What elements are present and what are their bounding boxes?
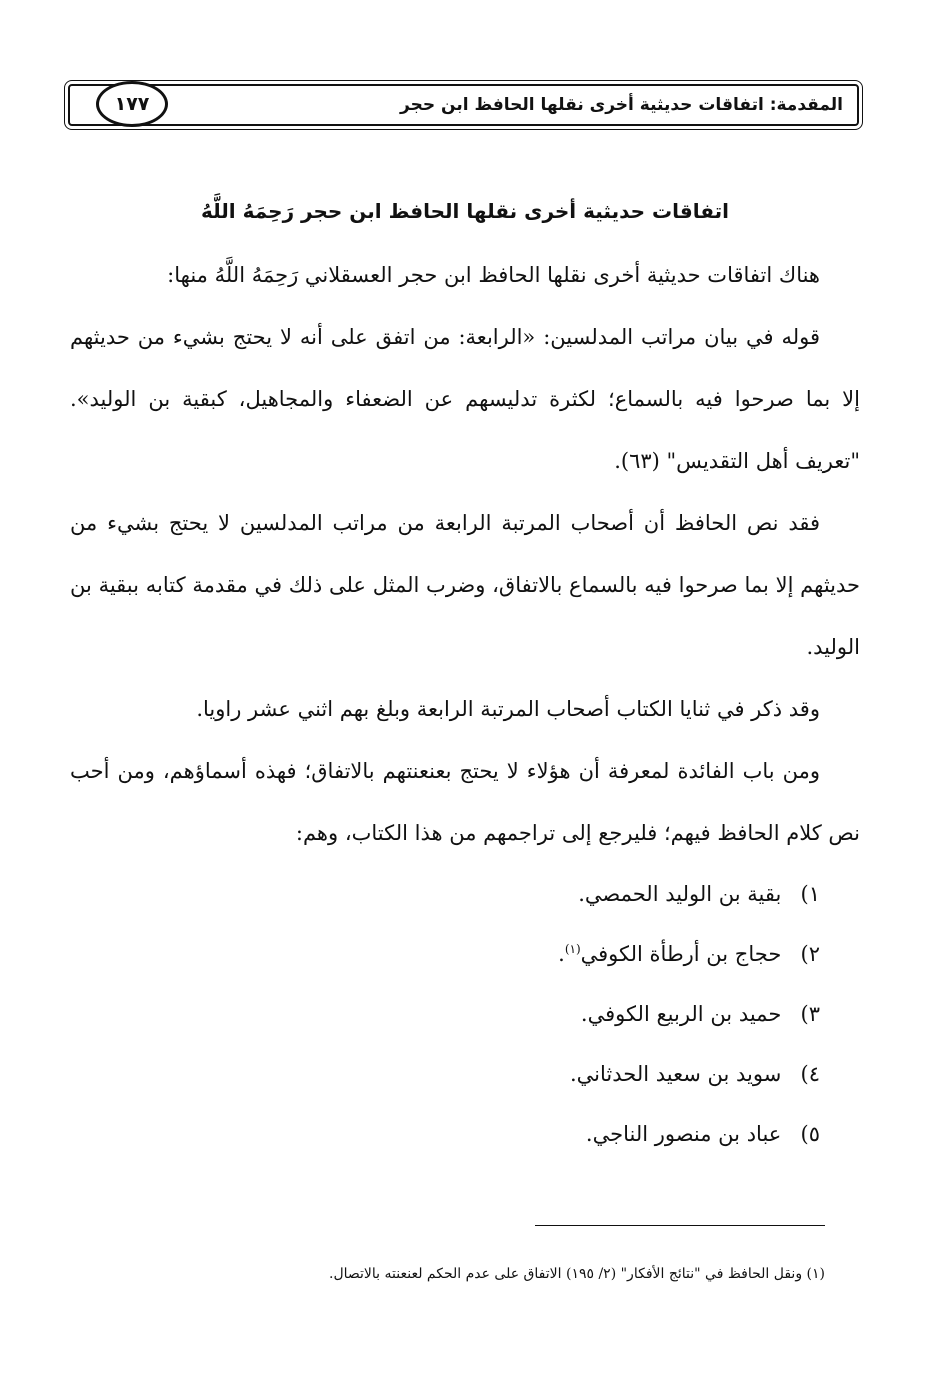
running-header (68, 84, 859, 126)
list-item-suffix: . (558, 942, 565, 966)
list-item-name: سويد بن سعيد الحدثاني. (569, 1062, 782, 1086)
footnote-reference[interactable]: (١) (564, 942, 581, 956)
footnote: (١) ونقل الحافظ في "نتائج الأفكار" (٢/ ١٩٥) الاتفاق على عدم الحكم لعنعنته بالاتصال. (329, 1266, 825, 1282)
paragraph-explanation: فقد نص الحافظ أن أصحاب المرتبة الرابعة من مراتب المدلسين لا يحتج بشيء من حديثهم إلا بما صرحوا فيه بالسماع بالاتفاق، وضرب المثل على ذلك في مقدمة كتابه ببقية بن الوليد. (70, 511, 860, 659)
page-body (70, 178, 860, 1164)
list-item (70, 924, 860, 984)
page-number-badge: ١٧٧ (96, 81, 168, 127)
list-item-name: بقية بن الوليد الحمصي. (578, 882, 782, 906)
list-item (70, 1104, 860, 1164)
list-item-number: ٤) (800, 1062, 820, 1086)
list-item-number: ١) (800, 882, 820, 906)
list-item-name: حجاج بن أرطأة الكوفي (580, 942, 782, 966)
list-item (70, 984, 860, 1044)
narrator-list (70, 864, 860, 1164)
section-title: اتفاقات حديثية أخرى نقلها الحافظ ابن حجر رَحِمَهُ اللَّهُ (201, 199, 729, 223)
footnote-divider (535, 1225, 825, 1226)
list-item-name: عباد بن منصور الناجي. (585, 1122, 782, 1146)
list-item-number: ٣) (800, 1002, 820, 1026)
list-item (70, 864, 860, 924)
paragraph-quote: قوله في بيان مراتب المدلسين: «الرابعة: من اتفق على أنه لا يحتج بشيء من حديثهم إلا بما صرحوا فيه بالسماع؛ لكثرة تدليسهم عن الضعفاء والمجاهيل، كبقية بن الوليد». "تعريف أهل التقديس" (٦٣). (70, 325, 860, 473)
list-item-name: حميد بن الربيع الكوفي. (580, 1002, 782, 1026)
paragraph-list-intro: ومن باب الفائدة لمعرفة أن هؤلاء لا يحتج بعنعنتهم بالاتفاق؛ فهذه أسماؤهم، ومن أحب نص كلام الحافظ فيهم؛ فليرجع إلى تراجمهم من هذا الكتاب، وهم: (70, 759, 860, 845)
paragraph-intro: هناك اتفاقات حديثية أخرى نقلها الحافظ ابن حجر العسقلاني رَحِمَهُ اللَّهُ منها: (167, 263, 820, 287)
paragraph-count: وقد ذكر في ثنايا الكتاب أصحاب المرتبة الرابعة وبلغ بهم اثني عشر راويا. (196, 697, 820, 721)
list-item-number: ٥) (800, 1122, 820, 1146)
list-item-number: ٢) (800, 942, 820, 966)
list-item (70, 1044, 860, 1104)
header-title: المقدمة: اتفاقات حديثية أخرى نقلها الحافظ ابن حجر (400, 95, 843, 115)
